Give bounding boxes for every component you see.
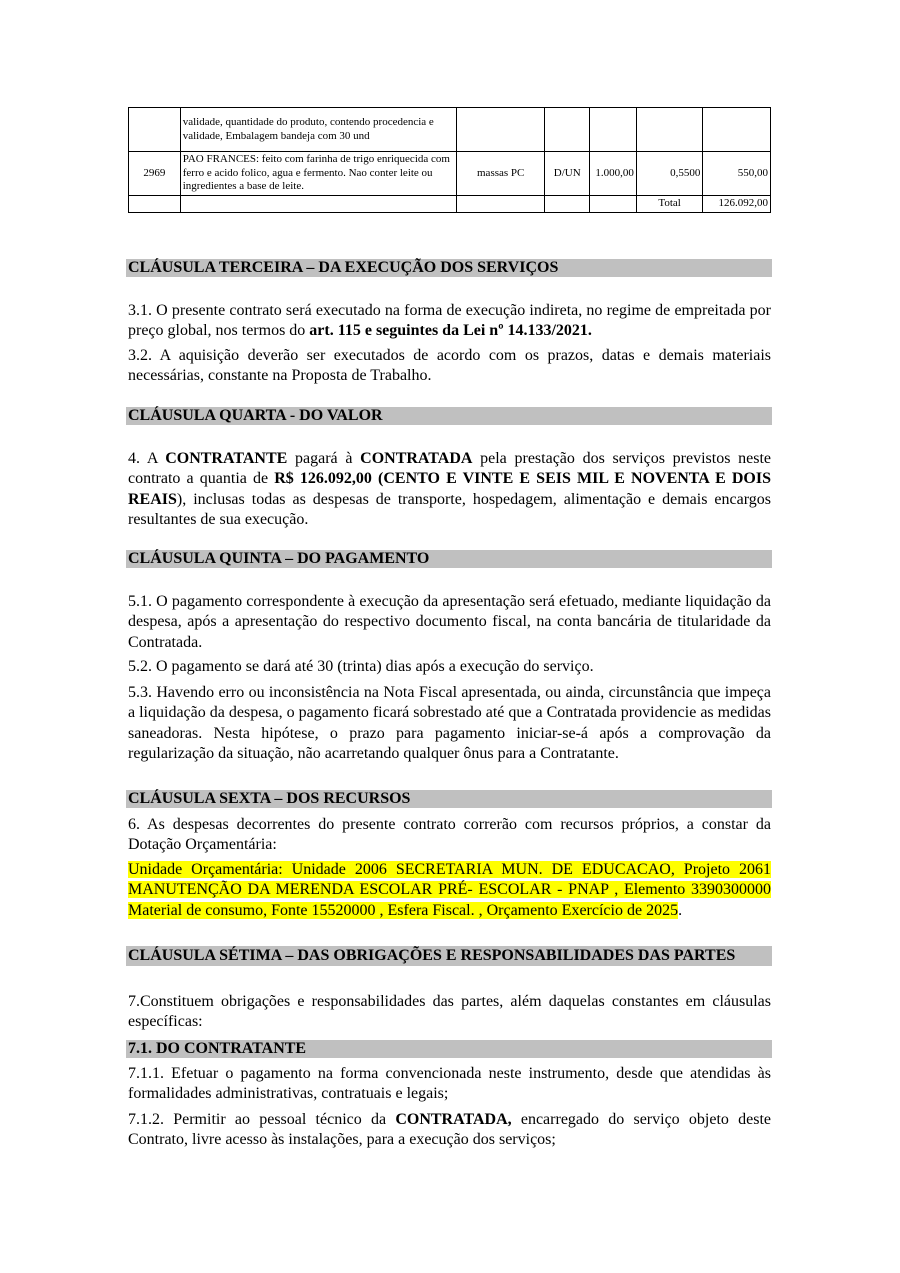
item-brand: massas PC	[457, 152, 545, 196]
paragraph-7: 7.Constituem obrigações e responsabilidades das partes, além daquelas constantes em cláusulas específicas:	[128, 993, 771, 1031]
highlighted-text: Unidade Orçamentária: Unidade 2006 SECRETARIA MUN. DE EDUCACAO, Projeto 2061 MANUTENÇÃO DA MERENDA ESCOLAR PRÉ- ESCOLAR - PNAP , Elemento 3390300000 Material de consumo, Fonte 15520000 , Esfera Fiscal. , Orçamento Exercício de 2025	[128, 861, 771, 919]
item-unit: D/UN	[545, 152, 590, 196]
text: 4. A	[128, 450, 166, 467]
text: 7.1.2. Permitir ao pessoal técnico da	[128, 1111, 396, 1128]
contract-value: R$ 126.092,00 (CENTO E VINTE E SEIS MIL E NOVENTA E DOIS REAIS	[128, 470, 772, 508]
item-quantity: 1.000,00	[590, 152, 636, 196]
item-unit-price: 0,5500	[636, 152, 703, 196]
empty-cell	[457, 196, 545, 213]
paragraph-3-2: 3.2. A aquisição deverão ser executados de acordo com os prazos, datas e demais materiais necessárias, constante na Proposta de Trabalho.	[128, 347, 771, 385]
item-code: 2969	[129, 152, 181, 196]
item-brand	[457, 108, 545, 152]
section-heading-7: CLÁUSULA SÉTIMA – DAS OBRIGAÇÕES E RESPONSABILIDADES DAS PARTES	[126, 946, 772, 966]
paragraph-3-1	[128, 301, 771, 342]
contratante-label: CONTRATANTE	[165, 450, 288, 467]
text: encarregado do serviço objeto deste Contrato, livre acesso às instalações, para a execução dos serviços;	[128, 1111, 772, 1149]
paragraph-5-3: 5.3. Havendo erro ou inconsistência na Nota Fiscal apresentada, ou ainda, circunstância que impeça a liquidação da despesa, o pagamento ficará sobrestado até que a Contratada providencie as medidas saneadoras. Nesta hipótese, o prazo para pagamento iniciar-se-á após a comprovação da regularização da situação, não acarretando qualquer ônus para a Contratante.	[128, 684, 771, 762]
law-reference: art. 115 e seguintes da Lei nº 14.133/2021.	[309, 322, 592, 340]
empty-cell	[129, 196, 181, 213]
text: pagará à	[287, 450, 361, 467]
paragraph-5-2: 5.2. O pagamento se dará até 30 (trinta) dias após a execução do serviço.	[128, 658, 594, 675]
text: 3.1. O presente contrato será executado na forma de execução indireta, no regime de empreitada por preço global, nos termos do	[128, 302, 771, 340]
text: ), inclusas todas as despesas de transporte, hospedagem, alimentação e demais encargos resultantes de sua execução.	[128, 490, 771, 528]
item-description: validade, quantidade do produto, contendo procedencia e validade, Embalagem bandeja com 30 und	[180, 108, 457, 152]
text: .	[678, 901, 683, 919]
section-heading-5: CLÁUSULA QUINTA – DO PAGAMENTO	[126, 550, 772, 568]
item-total	[703, 108, 771, 152]
section-heading-3: CLÁUSULA TERCEIRA – DA EXECUÇÃO DOS SERVIÇOS	[126, 259, 772, 277]
paragraph-6: 6. As despesas decorrentes do presente contrato correrão com recursos próprios, a constar da Dotação Orçamentária:	[128, 816, 771, 854]
paragraph-7-1-1: 7.1.1. Efetuar o pagamento na forma convencionada neste instrumento, desde que atendidas às formalidades administrativas, contratuais e legais;	[128, 1065, 771, 1103]
table-row	[129, 108, 771, 152]
empty-cell	[590, 196, 636, 213]
contratada-label: CONTRATADA	[360, 450, 473, 467]
budget-allocation	[128, 860, 771, 921]
paragraph-7-1-2	[128, 1110, 771, 1151]
paragraph-5-1: 5.1. O pagamento correspondente à execução da apresentação será efetuado, mediante liquidação da despesa, após a apresentação do respectivo documento fiscal, na conta bancária de titularidade da Contratada.	[128, 593, 771, 651]
empty-cell	[180, 196, 457, 213]
total-label: Total	[636, 196, 703, 213]
paragraph-4	[128, 449, 771, 530]
section-heading-6: CLÁUSULA SEXTA – DOS RECURSOS	[126, 790, 772, 808]
section-heading-4: CLÁUSULA QUARTA - DO VALOR	[126, 407, 772, 425]
contratada-label: CONTRATADA,	[395, 1111, 512, 1128]
item-unit	[545, 108, 590, 152]
item-code	[129, 108, 181, 152]
item-total: 550,00	[703, 152, 771, 196]
text: pela prestação dos serviços previstos neste contrato a quantia de	[128, 450, 772, 488]
items-table	[128, 107, 771, 213]
table-total-row	[129, 196, 771, 213]
item-description: PAO FRANCES: feito com farinha de trigo enriquecida com ferro e acido folico, agua e fermento. Nao conter leite ou ingredientes a base de leite.	[180, 152, 457, 196]
empty-cell	[545, 196, 590, 213]
total-value: 126.092,00	[703, 196, 771, 213]
item-unit-price	[636, 108, 703, 152]
subsection-heading-7-1: 7.1. DO CONTRATANTE	[126, 1040, 772, 1058]
table-row	[129, 152, 771, 196]
item-quantity	[590, 108, 636, 152]
